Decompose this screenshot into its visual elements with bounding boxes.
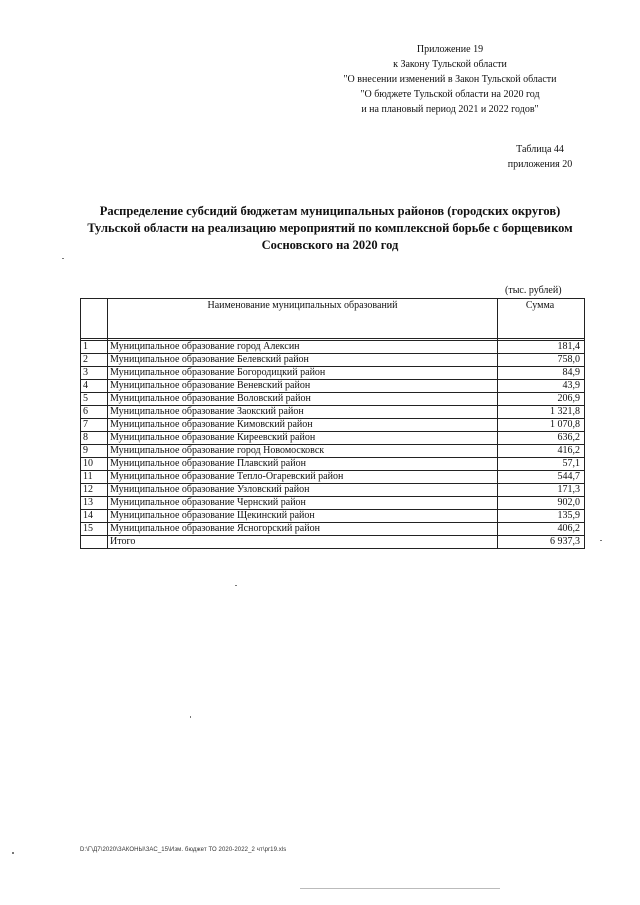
appendix-line: "О бюджете Тульской области на 2020 год xyxy=(360,89,540,100)
row-sum: 84,9 xyxy=(498,367,585,380)
table-row xyxy=(81,419,585,432)
units-label: (тыс. рублей) xyxy=(505,285,562,296)
row-number: 14 xyxy=(81,510,108,523)
scan-speck xyxy=(600,540,602,541)
table-body xyxy=(81,339,585,549)
row-sum: 206,9 xyxy=(498,393,585,406)
row-sum: 406,2 xyxy=(498,523,585,536)
row-name: Муниципальное образование Плавский район xyxy=(108,458,498,471)
row-number: 12 xyxy=(81,484,108,497)
row-name: Муниципальное образование город Новомосковск xyxy=(108,445,498,458)
table-row xyxy=(81,445,585,458)
row-sum: 758,0 xyxy=(498,354,585,367)
table-row xyxy=(81,471,585,484)
scan-speck xyxy=(62,258,64,259)
appendix-header xyxy=(320,42,580,117)
row-sum: 135,9 xyxy=(498,510,585,523)
scan-speck xyxy=(300,888,500,889)
row-number: 5 xyxy=(81,393,108,406)
row-number: 8 xyxy=(81,432,108,445)
subsidy-table xyxy=(80,298,585,549)
title-line: Тульской области на реализацию мероприятий по комплексной борьбе с борщевиком xyxy=(87,221,573,235)
row-sum: 1 070,8 xyxy=(498,419,585,432)
row-number: 10 xyxy=(81,458,108,471)
table-row xyxy=(81,432,585,445)
table-row xyxy=(81,458,585,471)
row-number xyxy=(81,536,108,549)
table-ref-line: приложения 20 xyxy=(507,159,573,170)
row-name: Муниципальное образование Кимовский район xyxy=(108,419,498,432)
row-name: Муниципальное образование город Алексин xyxy=(108,341,498,354)
row-number: 11 xyxy=(81,471,108,484)
header-number xyxy=(81,299,108,339)
row-sum: 416,2 xyxy=(498,445,585,458)
row-number: 1 xyxy=(81,341,108,354)
row-sum: 6 937,3 xyxy=(498,536,585,549)
row-sum: 544,7 xyxy=(498,471,585,484)
table-row xyxy=(81,367,585,380)
document-title xyxy=(75,203,585,254)
row-name: Муниципальное образование Заокский район xyxy=(108,406,498,419)
table-row xyxy=(81,510,585,523)
row-number: 4 xyxy=(81,380,108,393)
row-number: 13 xyxy=(81,497,108,510)
table-row xyxy=(81,380,585,393)
row-name: Муниципальное образование Богородицкий район xyxy=(108,367,498,380)
table-row xyxy=(81,484,585,497)
row-sum: 57,1 xyxy=(498,458,585,471)
row-number: 7 xyxy=(81,419,108,432)
table-row xyxy=(81,497,585,510)
appendix-line: к Закону Тульской области xyxy=(393,59,507,70)
row-name: Муниципальное образование Щекинский район xyxy=(108,510,498,523)
table-row xyxy=(81,341,585,354)
scan-speck xyxy=(235,585,237,586)
table-ref-line: Таблица 44 xyxy=(516,144,564,155)
file-path-footer: D:\Г\Д7\2020\ЗАКОНЫ\ЗАС_15\Изм. бюджет ТО 2020-2022_2 чт\pr19.xls xyxy=(80,847,287,853)
row-name: Муниципальное образование Киреевский район xyxy=(108,432,498,445)
row-name: Муниципальное образование Тепло-Огаревский район xyxy=(108,471,498,484)
row-sum: 1 321,8 xyxy=(498,406,585,419)
row-number: 3 xyxy=(81,367,108,380)
row-number: 6 xyxy=(81,406,108,419)
scan-speck xyxy=(190,716,191,718)
table-row xyxy=(81,406,585,419)
row-name: Муниципальное образование Ясногорский район xyxy=(108,523,498,536)
row-sum: 181,4 xyxy=(498,341,585,354)
table-header-row xyxy=(81,299,585,339)
appendix-line: "О внесении изменений в Закон Тульской области xyxy=(343,74,557,85)
table-row xyxy=(81,393,585,406)
scan-speck xyxy=(12,852,14,854)
row-sum: 636,2 xyxy=(498,432,585,445)
title-line: Сосновского на 2020 год xyxy=(261,238,399,252)
total-row xyxy=(81,536,585,549)
row-name: Муниципальное образование Веневский район xyxy=(108,380,498,393)
row-number: 15 xyxy=(81,523,108,536)
row-name: Муниципальное образование Узловский район xyxy=(108,484,498,497)
table-row xyxy=(81,354,585,367)
row-sum: 171,3 xyxy=(498,484,585,497)
appendix-line: и на плановый период 2021 и 2022 годов" xyxy=(361,104,539,115)
row-name: Муниципальное образование Белевский район xyxy=(108,354,498,367)
row-number: 2 xyxy=(81,354,108,367)
row-sum: 43,9 xyxy=(498,380,585,393)
row-sum: 902,0 xyxy=(498,497,585,510)
table-row xyxy=(81,523,585,536)
row-name: Муниципальное образование Воловский район xyxy=(108,393,498,406)
table-reference xyxy=(480,142,600,172)
row-name: Итого xyxy=(108,536,498,549)
header-name: Наименование муниципальных образований xyxy=(108,299,498,339)
title-line: Распределение субсидий бюджетам муниципальных районов (городских округов) xyxy=(99,204,561,218)
row-name: Муниципальное образование Чернский район xyxy=(108,497,498,510)
appendix-line: Приложение 19 xyxy=(416,44,484,55)
header-sum: Сумма xyxy=(498,299,585,339)
row-number: 9 xyxy=(81,445,108,458)
